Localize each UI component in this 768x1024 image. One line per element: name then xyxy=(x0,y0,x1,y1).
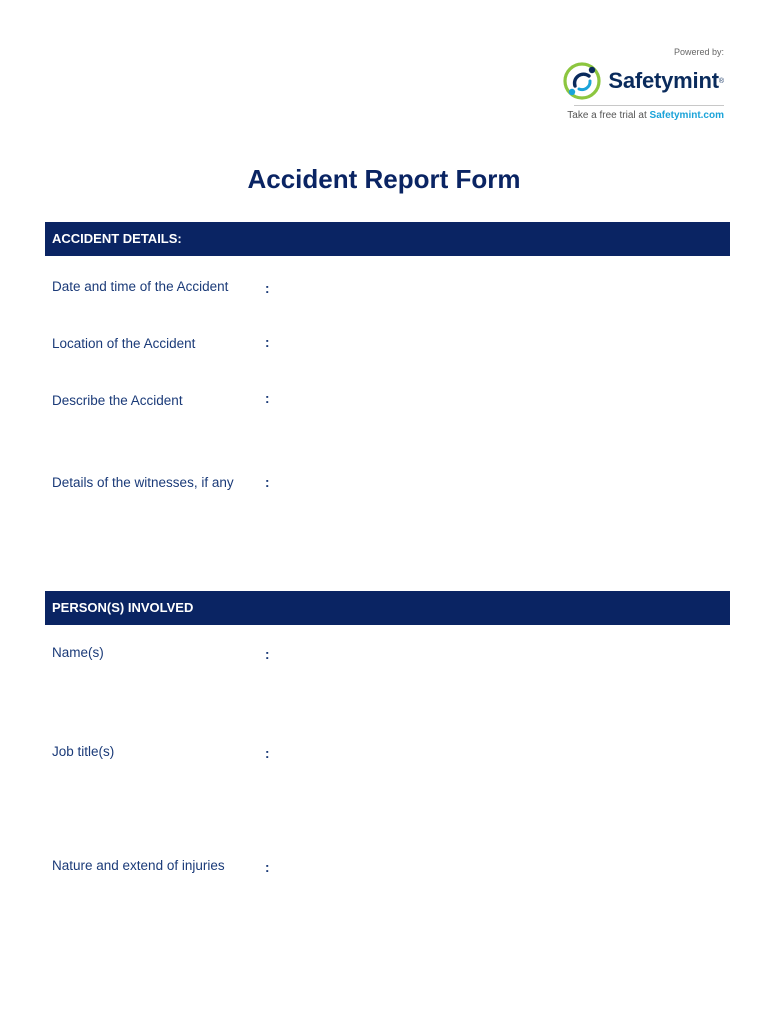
trial-text: Take a free trial at xyxy=(567,110,650,121)
field-separator: : xyxy=(265,391,270,406)
registered-mark: ® xyxy=(718,77,724,85)
brand-name: Safetymint xyxy=(608,68,719,93)
field-label-job-titles: Job title(s) xyxy=(52,744,115,759)
brand-divider xyxy=(574,105,724,106)
safetymint-logo-icon xyxy=(562,61,602,101)
field-separator: : xyxy=(265,335,270,350)
field-label-witnesses: Details of the witnesses, if any xyxy=(52,475,234,490)
safetymint-logo xyxy=(524,58,724,104)
section-header-persons-involved: PERSON(S) INVOLVED xyxy=(45,591,730,625)
field-separator: : xyxy=(265,860,270,875)
section-header-accident-details: ACCIDENT DETAILS: xyxy=(45,222,730,256)
field-separator: : xyxy=(265,746,270,761)
field-label-date-time: Date and time of the Accident xyxy=(52,279,229,294)
field-label-location: Location of the Accident xyxy=(52,336,196,351)
field-label-names: Name(s) xyxy=(52,645,104,660)
page-title: Accident Report Form xyxy=(247,164,521,194)
field-separator: : xyxy=(265,475,270,490)
trial-link[interactable]: Safetymint.com xyxy=(649,110,724,121)
field-separator: : xyxy=(265,281,270,296)
field-separator: : xyxy=(265,647,270,662)
powered-by-text: Powered by: xyxy=(673,47,724,57)
field-label-describe: Describe the Accident xyxy=(52,393,183,408)
trial-line xyxy=(524,110,724,121)
brand-block xyxy=(524,46,724,121)
field-label-injuries: Nature and extend of injuries xyxy=(52,858,225,873)
